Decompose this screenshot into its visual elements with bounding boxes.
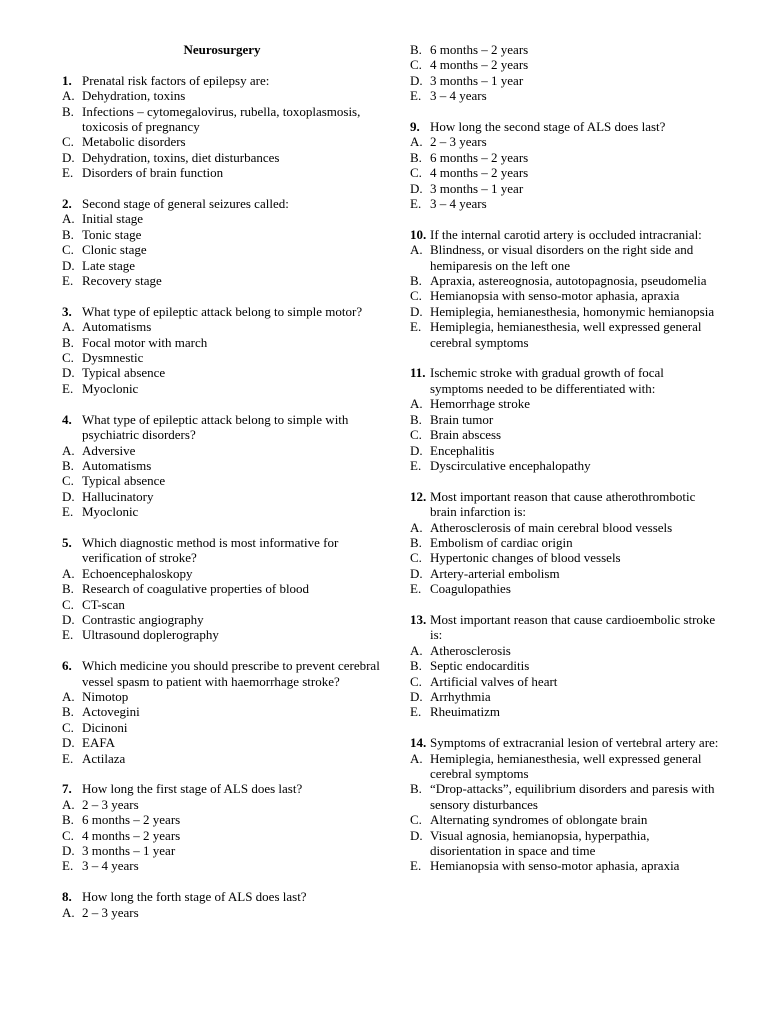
- option-text: CT-scan: [82, 596, 125, 612]
- option-text: 6 months – 2 years: [430, 149, 529, 165]
- option-text: Myoclonic: [82, 380, 139, 396]
- question-block: [410, 119, 720, 211]
- answer-option: [410, 520, 720, 535]
- question-block: [62, 889, 382, 920]
- question-block: [410, 227, 720, 350]
- answer-option: [410, 427, 720, 442]
- option-text: Clonic stage: [82, 242, 147, 258]
- option-letter: D.: [62, 735, 75, 751]
- question-stem: [62, 889, 382, 904]
- option-letter: E.: [410, 704, 422, 720]
- question-text: How long the second stage of ALS does last?: [430, 119, 666, 135]
- answer-option: [62, 504, 382, 519]
- option-text: Research of coagulative properties of blood: [82, 581, 310, 597]
- answer-option: [410, 828, 720, 859]
- option-text: Dysmnestic: [82, 350, 144, 366]
- answer-option: [410, 458, 720, 473]
- question-text: How long the first stage of ALS does last?: [82, 781, 303, 797]
- question-text: What type of epileptic attack belong to simple motor?: [82, 303, 363, 319]
- option-letter: D.: [62, 365, 75, 381]
- option-letter: A.: [62, 796, 75, 812]
- question-block: [62, 535, 382, 643]
- option-letter: A.: [62, 904, 75, 920]
- option-letter: E.: [62, 380, 74, 396]
- question-text: How long the forth stage of ALS does last?: [82, 889, 307, 905]
- answer-option: [62, 566, 382, 581]
- question-block: [62, 412, 382, 520]
- option-text: Blindness, or visual disorders on the right side and hemiparesis on the left one: [430, 242, 694, 273]
- question-text: Prenatal risk factors of epilepsy are:: [82, 72, 270, 88]
- question-text: If the internal carotid artery is occluded intracranial:: [430, 226, 702, 242]
- option-text: Focal motor with march: [82, 334, 208, 350]
- option-text: Brain tumor: [430, 411, 494, 427]
- left-column: [62, 42, 382, 935]
- option-letter: B.: [410, 658, 422, 674]
- question-stem: [62, 658, 382, 689]
- option-letter: C.: [62, 350, 74, 366]
- question-block: [62, 658, 382, 766]
- question-text: What type of epileptic attack belong to simple with psychiatric disorders?: [82, 411, 349, 443]
- answer-option: [410, 550, 720, 565]
- option-text: 3 – 4 years: [82, 858, 139, 874]
- question-number: 1.: [62, 72, 72, 88]
- question-block: [62, 196, 382, 288]
- question-text: Symptoms of extracranial lesion of vertebral artery are:: [430, 735, 719, 751]
- question-number: 5.: [62, 534, 72, 550]
- answer-option: [410, 57, 720, 72]
- answer-option: [410, 581, 720, 596]
- question-number: 2.: [62, 196, 72, 212]
- option-text: Typical absence: [82, 365, 166, 381]
- answer-option: [410, 304, 720, 319]
- question-text: Most important reason that cause atherothrombotic brain infarction is:: [430, 488, 696, 520]
- question-number: 14.: [410, 735, 427, 751]
- option-letter: D.: [410, 180, 423, 196]
- option-letter: E.: [62, 627, 74, 643]
- option-letter: B.: [410, 534, 422, 550]
- answer-option: [410, 42, 720, 57]
- option-text: 6 months – 2 years: [430, 42, 529, 57]
- answer-option: [410, 396, 720, 411]
- option-letter: E.: [410, 196, 422, 212]
- answer-option: [62, 797, 382, 812]
- question-text: Which medicine you should prescribe to prevent cerebral vessel spasm to patient with haemorrhage stroke?: [82, 658, 380, 689]
- question-stem: [62, 304, 382, 319]
- answer-option: [62, 489, 382, 504]
- question-number: 10.: [410, 226, 427, 242]
- option-letter: C.: [410, 165, 422, 181]
- option-text: 3 months – 1 year: [82, 843, 176, 859]
- answer-option: [410, 273, 720, 288]
- option-letter: B.: [410, 42, 422, 57]
- question-number: 4.: [62, 411, 72, 427]
- right-column: [410, 42, 720, 889]
- option-text: Dehydration, toxins, diet disturbances: [82, 149, 280, 165]
- answer-option: [410, 751, 720, 782]
- option-letter: A.: [62, 688, 75, 704]
- option-letter: A.: [62, 319, 75, 335]
- answer-option: [62, 473, 382, 488]
- option-text: Apraxia, astereognosia, autotopagnosia, pseudomelia: [430, 273, 707, 289]
- answer-option: [410, 566, 720, 581]
- option-text: Hemorrhage stroke: [430, 396, 530, 412]
- option-letter: E.: [62, 165, 74, 181]
- option-letter: C.: [410, 812, 422, 828]
- option-letter: B.: [62, 334, 74, 350]
- option-letter: C.: [410, 288, 422, 304]
- option-text: Dyscirculative encephalopathy: [430, 457, 591, 473]
- option-text: Arrhythmia: [430, 688, 491, 704]
- option-letter: B.: [410, 149, 422, 165]
- option-text: Automatisms: [82, 319, 152, 335]
- answer-option: [410, 288, 720, 303]
- option-letter: C.: [62, 242, 74, 258]
- answer-option: [62, 704, 382, 719]
- option-letter: C.: [410, 427, 422, 443]
- answer-option: [62, 812, 382, 827]
- option-letter: A.: [410, 642, 423, 658]
- question-stem: [62, 196, 382, 211]
- option-letter: A.: [62, 88, 75, 104]
- option-letter: E.: [410, 88, 422, 104]
- answer-option: [410, 643, 720, 658]
- answer-option: [410, 134, 720, 149]
- answer-option: [410, 319, 720, 350]
- option-text: Hallucinatory: [82, 488, 154, 504]
- option-text: Disorders of brain function: [82, 165, 224, 181]
- option-text: 3 – 4 years: [430, 196, 487, 212]
- option-letter: E.: [410, 581, 422, 597]
- answer-option: [410, 674, 720, 689]
- question-stem: [62, 781, 382, 796]
- answer-option: [410, 165, 720, 180]
- option-text: Embolism of cardiac origin: [430, 534, 573, 550]
- question-block: [62, 304, 382, 396]
- answer-option: [62, 335, 382, 350]
- option-text: Hypertonic changes of blood vessels: [430, 550, 621, 566]
- question-stem: [62, 412, 382, 443]
- option-letter: B.: [62, 103, 74, 119]
- answer-option: [62, 458, 382, 473]
- option-letter: D.: [62, 611, 75, 627]
- answer-option: [410, 88, 720, 103]
- option-text: Typical absence: [82, 473, 166, 489]
- option-text: 3 – 4 years: [430, 88, 487, 104]
- question-number: 3.: [62, 303, 72, 319]
- option-letter: B.: [62, 704, 74, 720]
- option-text: Infections – cytomegalovirus, rubella, toxoplasmosis, toxicosis of pregnancy: [82, 103, 361, 135]
- answer-option: [410, 858, 720, 873]
- option-text: Dicinoni: [82, 719, 128, 735]
- option-text: Encephalitis: [430, 442, 495, 458]
- option-letter: A.: [410, 519, 423, 535]
- answer-option: [410, 150, 720, 165]
- option-text: 4 months – 2 years: [430, 57, 529, 73]
- question-block: [62, 73, 382, 181]
- option-text: Visual agnosia, hemianopsia, hyperpathia, disorientation in space and time: [430, 827, 650, 859]
- option-text: Hemianopsia with senso-motor aphasia, apraxia: [430, 858, 680, 874]
- option-letter: A.: [410, 242, 423, 258]
- question-number: 11.: [410, 365, 426, 381]
- option-text: Atherosclerosis of main cerebral blood vessels: [430, 519, 673, 535]
- question-number: 7.: [62, 781, 72, 797]
- option-letter: D.: [62, 257, 75, 273]
- option-letter: D.: [410, 442, 423, 458]
- answer-option: [62, 273, 382, 288]
- option-text: 2 – 3 years: [82, 796, 139, 812]
- option-letter: A.: [410, 134, 423, 150]
- option-letter: D.: [410, 303, 423, 319]
- question-block: [410, 42, 720, 104]
- right-question-list: [410, 42, 720, 874]
- option-text: Dehydration, toxins: [82, 88, 186, 104]
- answer-option: [62, 88, 382, 103]
- option-letter: B.: [410, 411, 422, 427]
- question-block: [410, 612, 720, 720]
- option-letter: D.: [62, 488, 75, 504]
- option-text: 4 months – 2 years: [430, 165, 529, 181]
- option-letter: B.: [62, 457, 74, 473]
- option-letter: D.: [62, 843, 75, 859]
- question-stem: [62, 535, 382, 566]
- answer-option: [410, 689, 720, 704]
- answer-option: [62, 134, 382, 149]
- answer-option: [62, 858, 382, 873]
- answer-option: [62, 905, 382, 920]
- option-text: Rheuimatizm: [430, 704, 501, 720]
- answer-option: [62, 689, 382, 704]
- answer-option: [410, 242, 720, 273]
- option-letter: C.: [410, 550, 422, 566]
- option-letter: B.: [410, 273, 422, 289]
- answer-option: [62, 843, 382, 858]
- question-number: 9.: [410, 119, 420, 135]
- option-text: Hemiplegia, hemianesthesia, well expressed general cerebral symptoms: [430, 319, 702, 350]
- answer-option: [62, 227, 382, 242]
- option-letter: A.: [410, 396, 423, 412]
- option-letter: D.: [410, 565, 423, 581]
- option-text: 6 months – 2 years: [82, 812, 181, 828]
- answer-option: [62, 319, 382, 334]
- document-title: Neurosurgery: [183, 42, 261, 57]
- answer-option: [410, 412, 720, 427]
- option-letter: A.: [62, 442, 75, 458]
- option-text: Artificial valves of heart: [430, 673, 558, 689]
- option-letter: B.: [62, 581, 74, 597]
- option-letter: A.: [62, 211, 75, 227]
- question-number: 13.: [410, 611, 427, 627]
- answer-option: [62, 443, 382, 458]
- option-text: EAFA: [82, 735, 115, 751]
- option-text: Contrastic angiography: [82, 611, 204, 627]
- answer-option: [410, 658, 720, 673]
- answer-option: [62, 597, 382, 612]
- answer-option: [62, 627, 382, 642]
- answer-option: [62, 365, 382, 380]
- option-letter: C.: [62, 134, 74, 150]
- option-text: Alternating syndromes of oblongate brain: [430, 812, 648, 828]
- answer-option: [62, 150, 382, 165]
- option-letter: E.: [62, 750, 74, 766]
- option-letter: C.: [62, 719, 74, 735]
- question-stem: [410, 227, 720, 242]
- answer-option: [410, 443, 720, 458]
- question-number: 8.: [62, 889, 72, 905]
- option-letter: B.: [62, 812, 74, 828]
- option-letter: C.: [62, 827, 74, 843]
- question-stem: [410, 489, 720, 520]
- answer-option: [62, 165, 382, 180]
- answer-option: [62, 581, 382, 596]
- option-text: Coagulopathies: [430, 581, 511, 597]
- option-text: Late stage: [82, 257, 136, 273]
- option-text: Echoencephaloskopy: [82, 565, 193, 581]
- question-block: [410, 365, 720, 473]
- answer-option: [410, 781, 720, 812]
- option-letter: C.: [410, 673, 422, 689]
- option-letter: A.: [410, 750, 423, 766]
- answer-option: [62, 350, 382, 365]
- answer-option: [62, 751, 382, 766]
- option-text: Recovery stage: [82, 273, 162, 289]
- option-text: Hemiplegia, hemianesthesia, well expressed general cerebral symptoms: [430, 750, 702, 781]
- option-text: Hemianopsia with senso-motor aphasia, apraxia: [430, 288, 680, 304]
- option-text: Artery-arterial embolism: [430, 565, 560, 581]
- option-letter: E.: [62, 504, 74, 520]
- answer-option: [62, 828, 382, 843]
- option-letter: E.: [410, 858, 422, 874]
- option-text: Nimotop: [82, 688, 129, 704]
- answer-option: [410, 181, 720, 196]
- option-letter: B.: [410, 781, 422, 797]
- option-text: 2 – 3 years: [430, 134, 487, 150]
- option-text: 3 months – 1 year: [430, 180, 524, 196]
- option-text: Initial stage: [82, 211, 144, 227]
- option-text: Actovegini: [82, 704, 140, 720]
- answer-option: [62, 612, 382, 627]
- answer-option: [62, 381, 382, 396]
- option-letter: E.: [62, 858, 74, 874]
- option-text: Actilaza: [82, 750, 126, 766]
- option-letter: E.: [410, 457, 422, 473]
- question-block: [62, 781, 382, 873]
- option-text: 2 – 3 years: [82, 904, 139, 920]
- question-block: [410, 489, 720, 597]
- option-letter: C.: [410, 57, 422, 73]
- option-text: Tonic stage: [82, 226, 142, 242]
- question-stem: [410, 119, 720, 134]
- question-stem: [410, 735, 720, 750]
- option-text: Metabolic disorders: [82, 134, 186, 150]
- answer-option: [410, 704, 720, 719]
- answer-option: [62, 104, 382, 135]
- option-letter: A.: [62, 565, 75, 581]
- option-text: Brain abscess: [430, 427, 502, 443]
- option-letter: C.: [62, 473, 74, 489]
- option-letter: B.: [62, 226, 74, 242]
- question-number: 6.: [62, 658, 72, 674]
- answer-option: [410, 812, 720, 827]
- option-text: Septic endocarditis: [430, 658, 530, 674]
- option-letter: D.: [410, 688, 423, 704]
- option-text: “Drop-attacks”, equilibrium disorders and paresis with sensory disturbances: [430, 781, 715, 812]
- option-letter: D.: [410, 72, 423, 88]
- option-text: Adversive: [82, 442, 136, 458]
- question-text: Most important reason that cause cardioembolic stroke is:: [430, 611, 716, 643]
- question-stem: [62, 73, 382, 88]
- question-text: Ischemic stroke with gradual growth of focal symptoms needed to be differentiated with:: [430, 365, 664, 396]
- question-stem: [410, 365, 720, 396]
- answer-option: [410, 535, 720, 550]
- option-letter: D.: [410, 827, 423, 843]
- answer-option: [62, 258, 382, 273]
- option-text: Atherosclerosis: [430, 642, 511, 658]
- option-text: 3 months – 1 year: [430, 72, 524, 88]
- option-letter: C.: [62, 596, 74, 612]
- option-letter: D.: [62, 149, 75, 165]
- question-text: Which diagnostic method is most informative for verification of stroke?: [82, 534, 339, 566]
- question-block: [410, 735, 720, 874]
- answer-option: [410, 196, 720, 211]
- answer-option: [410, 73, 720, 88]
- option-text: Ultrasound doplerography: [82, 627, 219, 643]
- answer-option: [62, 211, 382, 226]
- question-stem: [410, 612, 720, 643]
- option-letter: E.: [62, 273, 74, 289]
- option-text: Myoclonic: [82, 504, 139, 520]
- option-text: Automatisms: [82, 457, 152, 473]
- option-text: Hemiplegia, hemianesthesia, homonymic hemianopsia: [430, 303, 715, 319]
- left-question-list: [62, 73, 382, 920]
- question-text: Second stage of general seizures called:: [82, 196, 289, 212]
- option-letter: E.: [410, 319, 422, 335]
- option-text: 4 months – 2 years: [82, 827, 181, 843]
- question-number: 12.: [410, 488, 427, 504]
- answer-option: [62, 242, 382, 257]
- answer-option: [62, 735, 382, 750]
- answer-option: [62, 720, 382, 735]
